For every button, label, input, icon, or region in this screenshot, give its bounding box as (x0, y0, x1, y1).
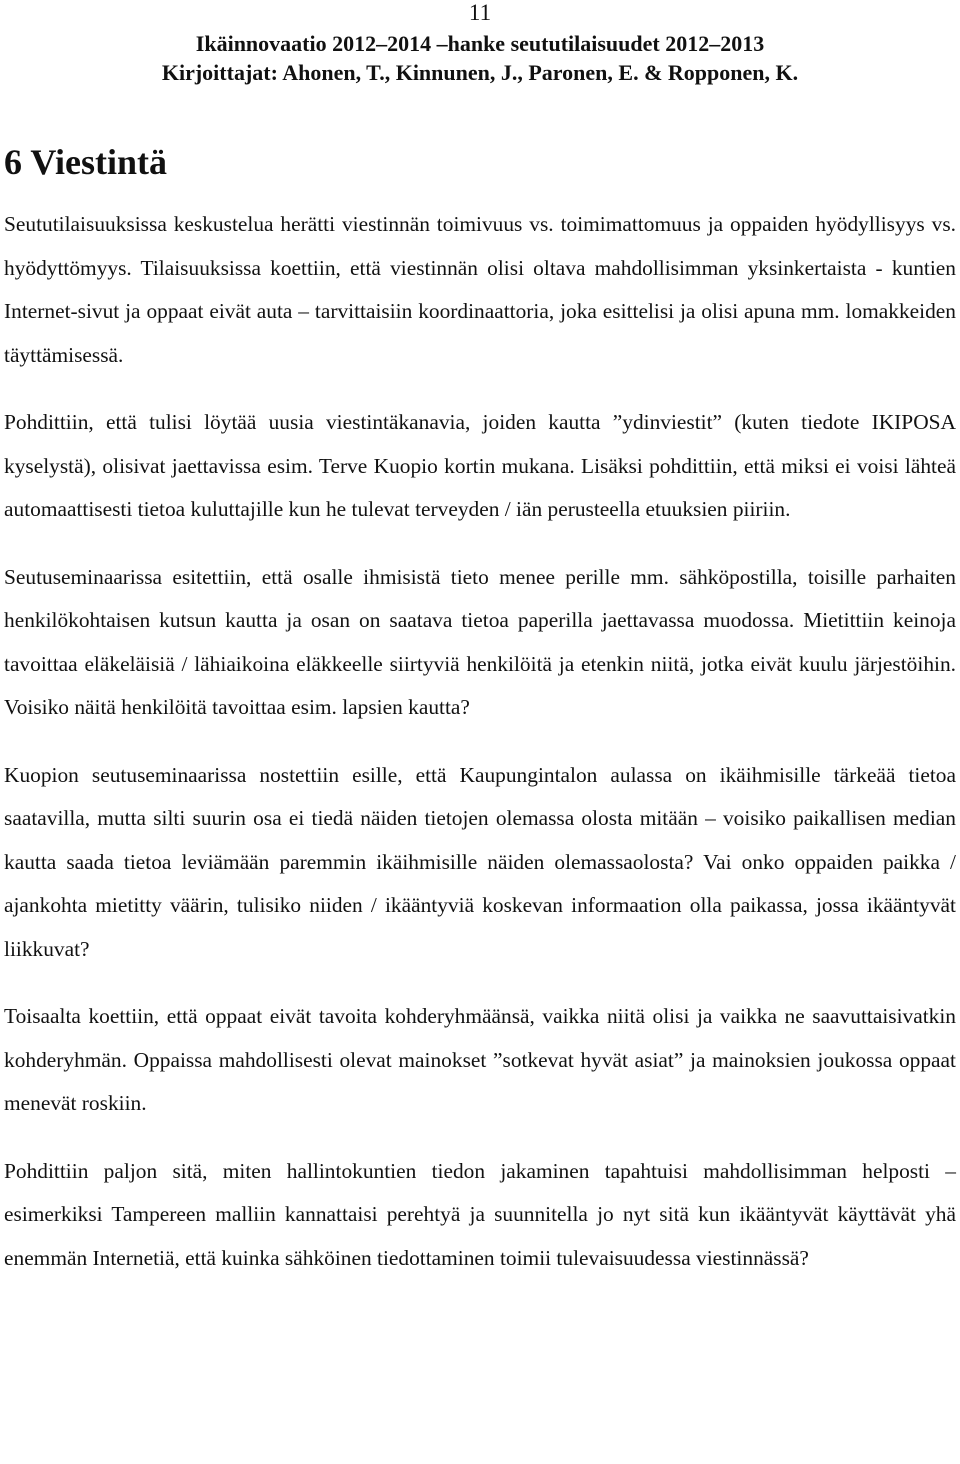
header-project-title: Ikäinnovaatio 2012–2014 –hanke seututilaisuudet 2012–2013 (195, 31, 765, 56)
paragraph-communication-intro: Seututilaisuuksissa keskustelua herätti viestinnän toimivuus vs. toimimattomuus ja oppaiden hyödyllisyys vs. hyödyttömyys. Tilaisuuksissa koettiin, että viestinnän olisi oltava mahdollisimman yksinkertaista - kuntien Internet-sivut ja oppaat eivät auta – tarvittaisiin koordinaattoria, joka esittelisi ja olisi apuna mm. lomakkeiden täyttämisessä. (4, 212, 956, 367)
body-text (4, 203, 956, 1304)
page-number: 11 (468, 0, 492, 25)
paragraph-seminar-reach: Seutuseminaarissa esitettiin, että osalle ihmisistä tieto menee perille mm. sähköpostilla, toisille parhaiten henkilökohtaisen kutsun kautta ja osan on saatava tietoa paperilla jaettavassa muodossa. Mietittiin keinoja tavoittaa eläkeläisiä / lähiaikoina eläkkeelle siirtyviä henkilöitä ja etenkin niitä, jotka eivät kuulu järjestöihin. Voisiko näitä henkilöitä tavoittaa esim. lapsien kautta? (4, 564, 956, 719)
paragraph-guides-reach: Toisaalta koettiin, että oppaat eivät tavoita kohderyhmäänsä, vaikka niitä olisi ja vaikka ne saavuttaisivatkin kohderyhmän. Oppaissa mahdollisesti olevat mainokset ”sotkevat hyvät asiat” ja mainoksien joukossa oppaat menevät roskiin. (4, 1004, 956, 1115)
header-authors: Kirjoittajat: Ahonen, T., Kinnunen, J., Paronen, E. & Ropponen, K. (161, 60, 799, 85)
paragraph-new-channels: Pohdittiin, että tulisi löytää uusia viestintäkanavia, joiden kautta ”ydinviestit” (kuten tiedote IKIPOSA kyselystä), olisivat jaettavissa esim. Terve Kuopio kortin mukana. Lisäksi pohdittiin, että miksi ei voisi lähteä automaattisesti tietoa kuluttajille kun he tulevat terveyden / iän perusteella etuuksien piiriin. (4, 410, 956, 521)
paragraph-kuopio-seminar: Kuopion seutuseminaarissa nostettiin esille, että Kaupungintalon aulassa on ikäihmisille tärkeää tietoa saatavilla, mutta silti suurin osa ei tiedä näiden tietojen olemassa olosta mitään – voisiko paikallisen median kautta saada tietoa leviämään paremmin ikäihmisille näiden olemassaolosta? Vai onko oppaiden paikka / ajankohta mietitty väärin, tulisiko niiden / ikääntyviä koskevan informaation olla paikassa, jossa ikääntyvät liikkuvat? (4, 762, 956, 961)
paragraph-information-sharing: Pohdittiin paljon sitä, miten hallintokuntien tiedon jakaminen tapahtuisi mahdollisimman helposti – esimerkiksi Tampereen malliin kannattaisi perehtyä ja suunnitella jo nyt sitä kun ikääntyvät käyttävät yhä enemmän Internetiä, että kuinka sähköinen tiedottaminen toimii tulevaisuudessa viestinnässä? (4, 1158, 956, 1270)
section-heading: 6 Viestintä (4, 142, 168, 182)
